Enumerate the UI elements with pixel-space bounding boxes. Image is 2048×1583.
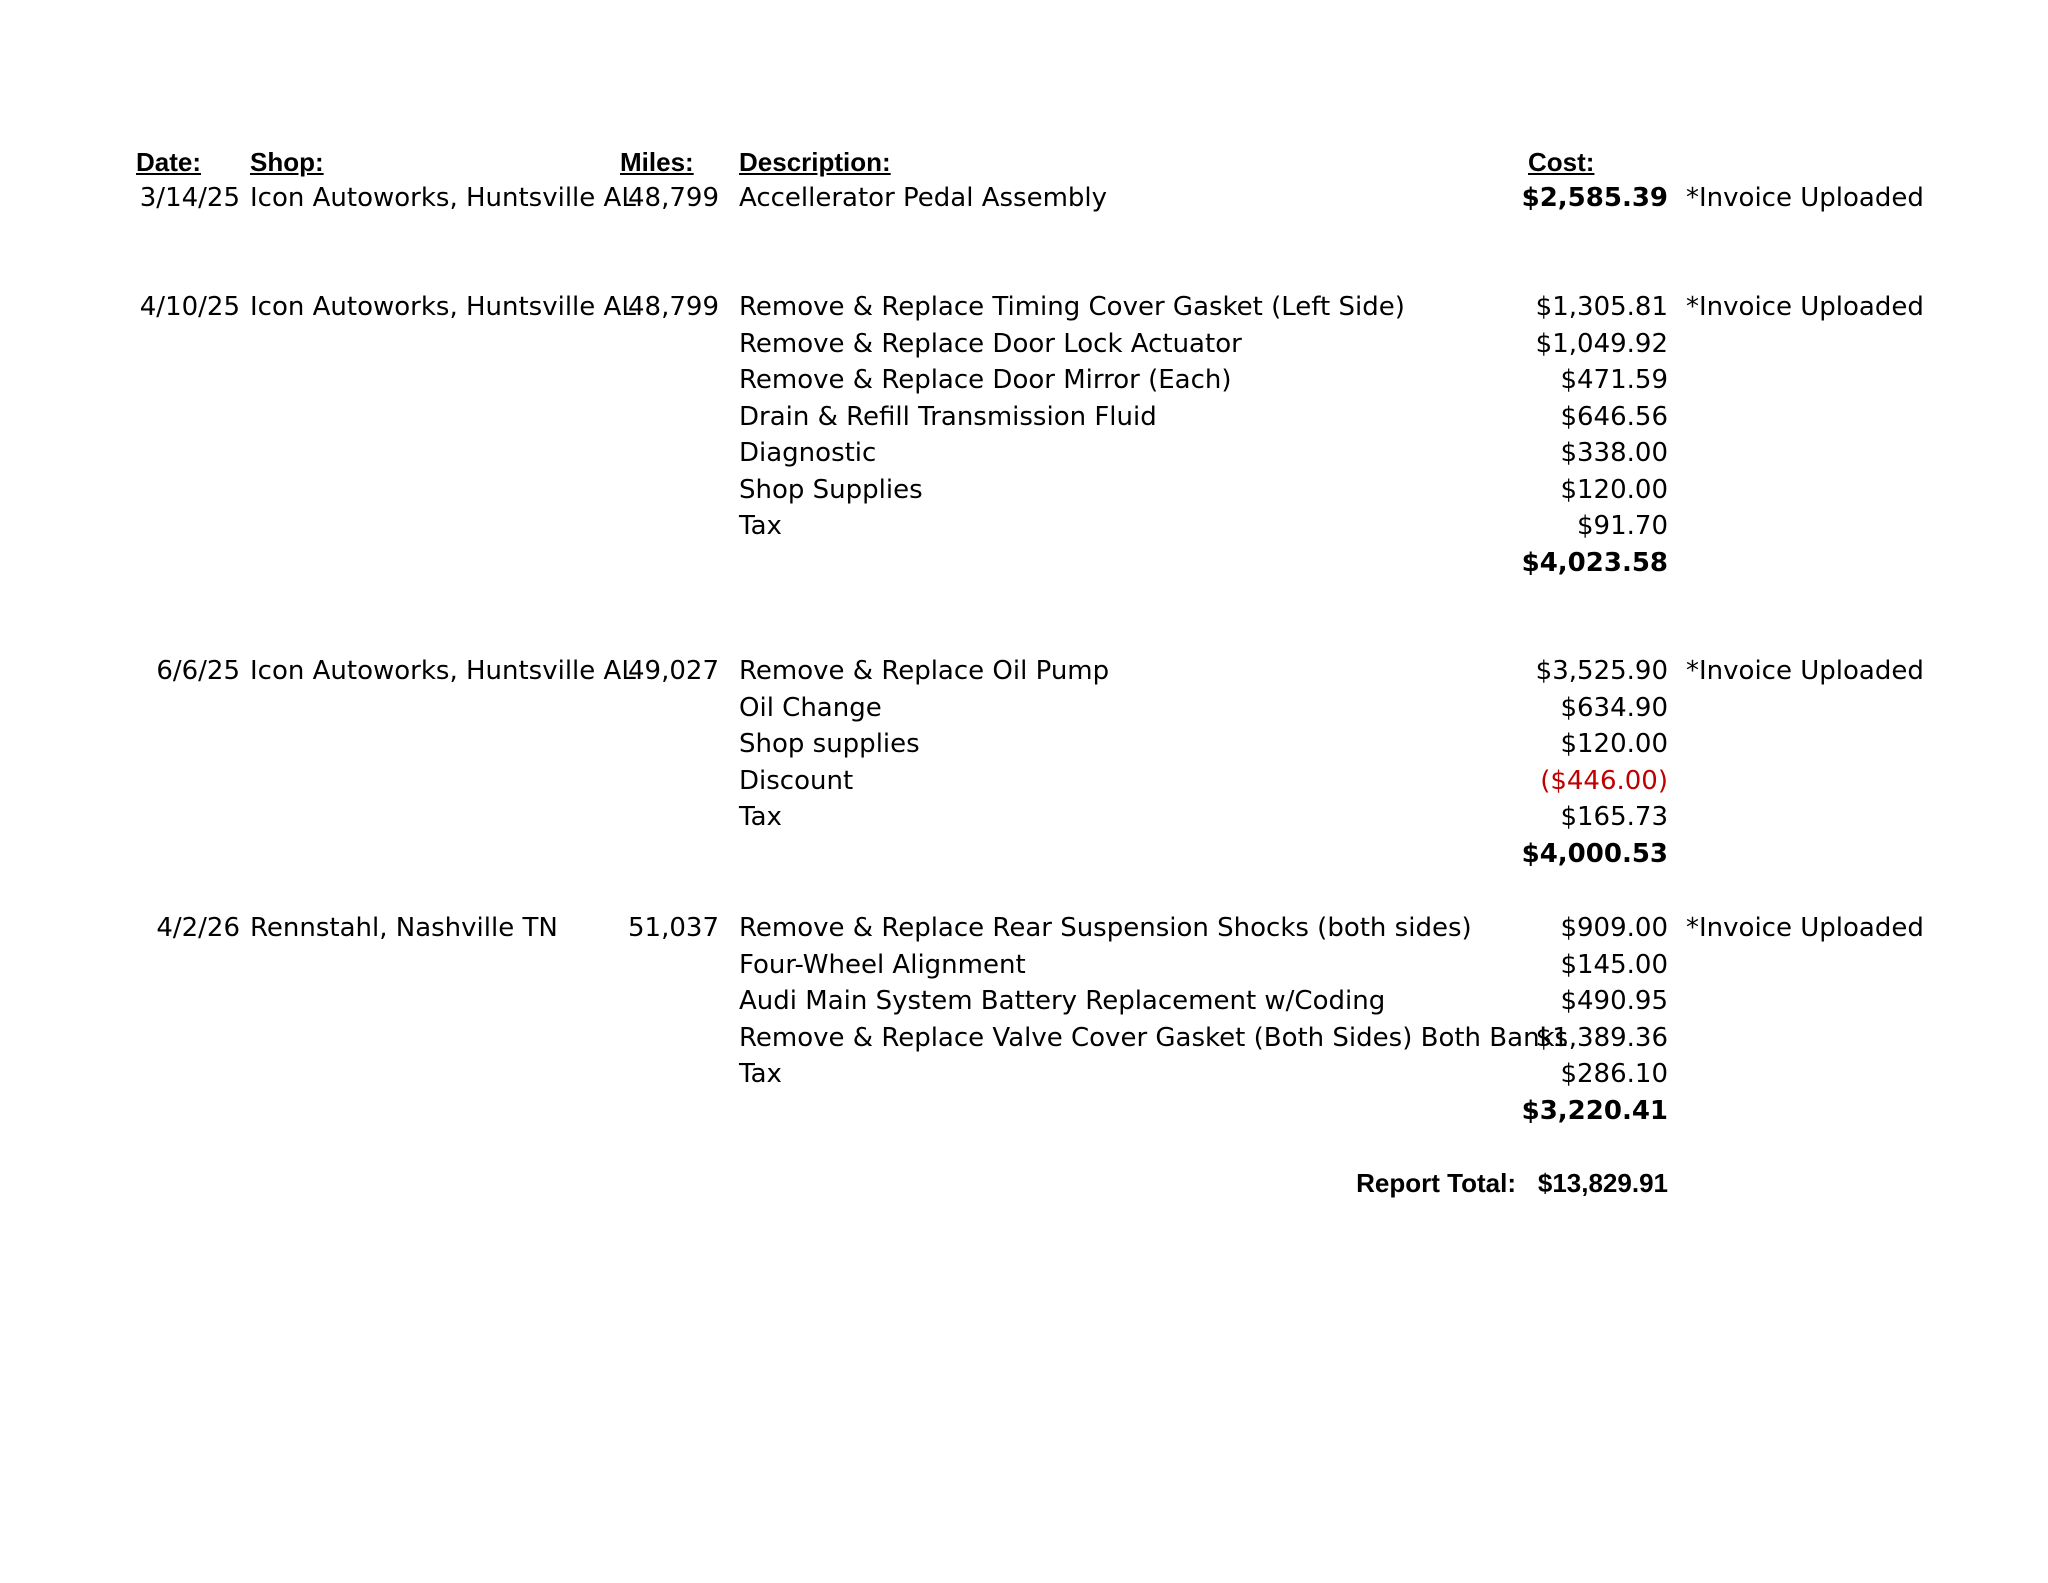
line-item-cost: $2,585.39 — [1521, 183, 1668, 213]
line-item-cost: $1,389.36 — [1535, 1023, 1668, 1053]
line-item-cost: $490.95 — [1560, 986, 1668, 1016]
line-item-description: Audi Main System Battery Replacement w/Coding — [739, 986, 1386, 1016]
line-item-description: Remove & Replace Valve Cover Gasket (Both Sides) Both Banks — [739, 1023, 1569, 1053]
line-item-description: Tax — [739, 511, 782, 541]
shop-name: Icon Autoworks, Huntsville AL — [250, 292, 636, 322]
line-item-description: Shop Supplies — [739, 475, 923, 505]
line-item-cost: $338.00 — [1560, 438, 1668, 468]
table-row — [0, 910, 2048, 946]
table-row — [0, 180, 2048, 216]
service-date: 3/14/25 — [139, 183, 240, 213]
line-item-cost: $471.59 — [1560, 365, 1668, 395]
line-item-cost: $909.00 — [1560, 913, 1668, 943]
report-total-value: $13,829.91 — [1537, 1168, 1668, 1198]
line-item-description: Accellerator Pedal Assembly — [739, 183, 1108, 213]
mileage: 48,799 — [628, 183, 719, 213]
subtotal-row — [0, 1093, 2048, 1129]
table-row — [0, 289, 2048, 325]
invoice-note: *Invoice Uploaded — [1686, 913, 1924, 943]
mileage: 49,027 — [628, 656, 719, 686]
miles-header: Miles: — [620, 147, 694, 177]
service-date: 4/10/25 — [139, 292, 240, 322]
invoice-note: *Invoice Uploaded — [1686, 183, 1924, 213]
table-row — [0, 1020, 2048, 1056]
description-header: Description: — [739, 147, 891, 177]
line-item-cost: $120.00 — [1560, 475, 1668, 505]
table-row — [0, 1056, 2048, 1092]
subtotal-value: $4,023.58 — [1521, 548, 1668, 578]
table-row — [0, 399, 2048, 435]
table-row — [0, 690, 2048, 726]
table-row — [0, 435, 2048, 471]
date-header: Date: — [136, 147, 202, 177]
line-item-cost: ($446.00) — [1540, 766, 1668, 796]
subtotal-value: $4,000.53 — [1521, 839, 1668, 869]
line-item-cost: $634.90 — [1560, 693, 1668, 723]
table-row — [0, 983, 2048, 1019]
cost-header: Cost: — [1528, 147, 1595, 177]
line-item-description: Tax — [739, 802, 782, 832]
mileage: 51,037 — [628, 913, 719, 943]
header-row — [0, 144, 2048, 180]
line-item-cost: $120.00 — [1560, 729, 1668, 759]
line-item-cost: $3,525.90 — [1535, 656, 1668, 686]
report-total-row — [0, 1165, 2048, 1201]
table-row — [0, 362, 2048, 398]
invoice-note: *Invoice Uploaded — [1686, 292, 1924, 322]
line-item-description: Remove & Replace Door Lock Actuator — [739, 329, 1242, 359]
table-row — [0, 326, 2048, 362]
line-item-description: Diagnostic — [739, 438, 877, 468]
shop-header: Shop: — [250, 147, 324, 177]
line-item-description: Drain & Refill Transmission Fluid — [739, 402, 1157, 432]
shop-name: Icon Autoworks, Huntsville AL — [250, 183, 636, 213]
line-item-cost: $91.70 — [1577, 511, 1668, 541]
line-item-description: Shop supplies — [739, 729, 920, 759]
report-total-label: Report Total: — [1356, 1168, 1516, 1198]
line-item-cost: $165.73 — [1560, 802, 1668, 832]
subtotal-row — [0, 836, 2048, 872]
shop-name: Rennstahl, Nashville TN — [250, 913, 558, 943]
line-item-description: Discount — [739, 766, 854, 796]
invoice-note: *Invoice Uploaded — [1686, 656, 1924, 686]
service-date: 4/2/26 — [156, 913, 240, 943]
line-item-cost: $1,049.92 — [1535, 329, 1668, 359]
line-item-description: Remove & Replace Oil Pump — [739, 656, 1110, 686]
line-item-description: Oil Change — [739, 693, 882, 723]
table-row — [0, 653, 2048, 689]
table-row — [0, 726, 2048, 762]
subtotal-row — [0, 545, 2048, 581]
line-item-cost: $145.00 — [1560, 950, 1668, 980]
shop-name: Icon Autoworks, Huntsville AL — [250, 656, 636, 686]
line-item-description: Remove & Replace Timing Cover Gasket (Left Side) — [739, 292, 1405, 322]
mileage: 48,799 — [628, 292, 719, 322]
service-date: 6/6/25 — [156, 656, 240, 686]
line-item-description: Remove & Replace Door Mirror (Each) — [739, 365, 1232, 395]
table-row — [0, 947, 2048, 983]
subtotal-value: $3,220.41 — [1521, 1096, 1668, 1126]
line-item-cost: $1,305.81 — [1535, 292, 1668, 322]
line-item-description: Tax — [739, 1059, 782, 1089]
line-item-description: Four-Wheel Alignment — [739, 950, 1026, 980]
line-item-cost: $646.56 — [1560, 402, 1668, 432]
table-row — [0, 508, 2048, 544]
line-item-description: Remove & Replace Rear Suspension Shocks (both sides) — [739, 913, 1472, 943]
table-row — [0, 799, 2048, 835]
table-row — [0, 472, 2048, 508]
line-item-cost: $286.10 — [1560, 1059, 1668, 1089]
table-row — [0, 763, 2048, 799]
